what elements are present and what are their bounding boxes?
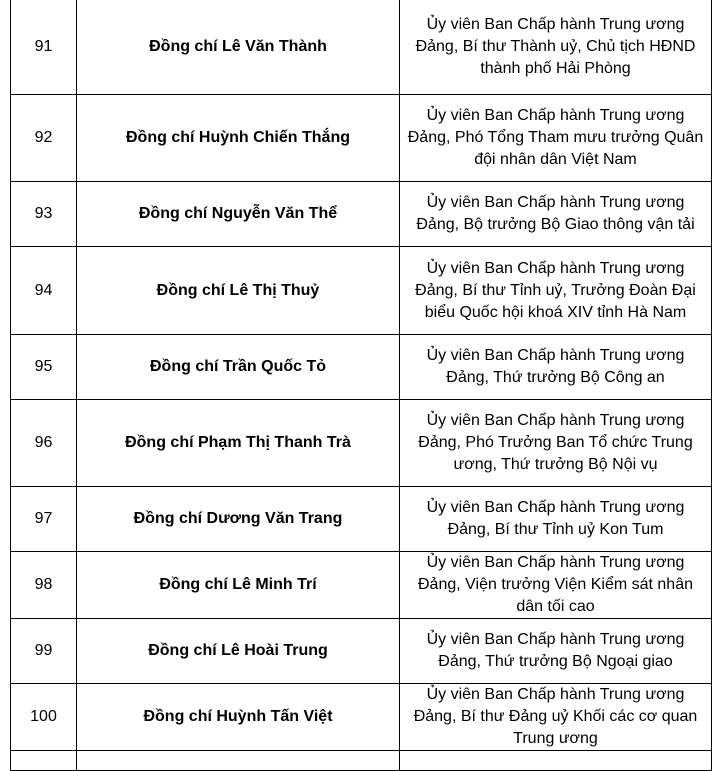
official-name: Đồng chí Lê Hoài Trung (77, 619, 400, 684)
table-row (11, 619, 712, 684)
table-row (11, 487, 712, 552)
official-name: Đồng chí Dương Văn Trang (77, 487, 400, 552)
row-number: 95 (11, 335, 77, 400)
official-position: Ủy viên Ban Chấp hành Trung ương Đảng, Viện trưởng Viện Kiểm sát nhân dân tối cao (400, 552, 712, 619)
official-position: Ủy viên Ban Chấp hành Trung ương Đảng, Thứ trưởng Bộ Ngoại giao (400, 619, 712, 684)
row-number: 93 (11, 182, 77, 247)
official-position: Ủy viên Ban Chấp hành Trung ương Đảng, Bí thư Thành uỷ, Chủ tịch HĐND thành phố Hải Phòng (400, 0, 712, 95)
official-position: Ủy viên Ban Chấp hành Trung ương Đảng, Bộ trưởng Bộ Giao thông vận tải (400, 182, 712, 247)
table-row (11, 182, 712, 247)
official-name: Đồng chí Phạm Thị Thanh Trà (77, 400, 400, 487)
table-row (11, 0, 712, 95)
table-row (11, 95, 712, 182)
row-number: 92 (11, 95, 77, 182)
official-name: Đồng chí Nguyễn Văn Thể (77, 182, 400, 247)
official-name: Đồng chí Trần Quốc Tỏ (77, 335, 400, 400)
official-name: Đồng chí Lê Thị Thuỷ (77, 247, 400, 335)
table-row (11, 684, 712, 751)
row-number: 91 (11, 0, 77, 95)
official-name: Đồng chí Lê Minh Trí (77, 552, 400, 619)
table-row (11, 400, 712, 487)
official-position: Ủy viên Ban Chấp hành Trung ương Đảng, Thứ trưởng Bộ Công an (400, 335, 712, 400)
table-row (11, 552, 712, 619)
official-name: Đồng chí Lê Văn Thành (77, 0, 400, 95)
row-number: 98 (11, 552, 77, 619)
row-number: 97 (11, 487, 77, 552)
official-position: Ủy viên Ban Chấp hành Trung ương Đảng, Phó Tổng Tham mưu trưởng Quân đội nhân dân Việt Nam (400, 95, 712, 182)
official-position: Ủy viên Ban Chấp hành Trung ương Đảng, Bí thư Tỉnh uỷ, Trưởng Đoàn Đại biểu Quốc hội khoá XIV tỉnh Hà Nam (400, 247, 712, 335)
official-name: Đồng chí Huỳnh Chiến Thắng (77, 95, 400, 182)
officials-table (10, 0, 712, 771)
row-number: 94 (11, 247, 77, 335)
table-row (11, 247, 712, 335)
official-position: Ủy viên Ban Chấp hành Trung ương Đảng, Bí thư Đảng uỷ Khối các cơ quan Trung ương (400, 684, 712, 751)
table-row (11, 335, 712, 400)
official-position: Ủy viên Ban Chấp hành Trung ương Đảng, Phó Trưởng Ban Tổ chức Trung ương, Thứ trưởng Bộ Nội vụ (400, 400, 712, 487)
row-number: 99 (11, 619, 77, 684)
official-name: Đồng chí Huỳnh Tấn Việt (77, 684, 400, 751)
row-number: 96 (11, 400, 77, 487)
table-row-partial (11, 751, 712, 771)
row-number: 100 (11, 684, 77, 751)
official-position: Ủy viên Ban Chấp hành Trung ương Đảng, Bí thư Tỉnh uỷ Kon Tum (400, 487, 712, 552)
